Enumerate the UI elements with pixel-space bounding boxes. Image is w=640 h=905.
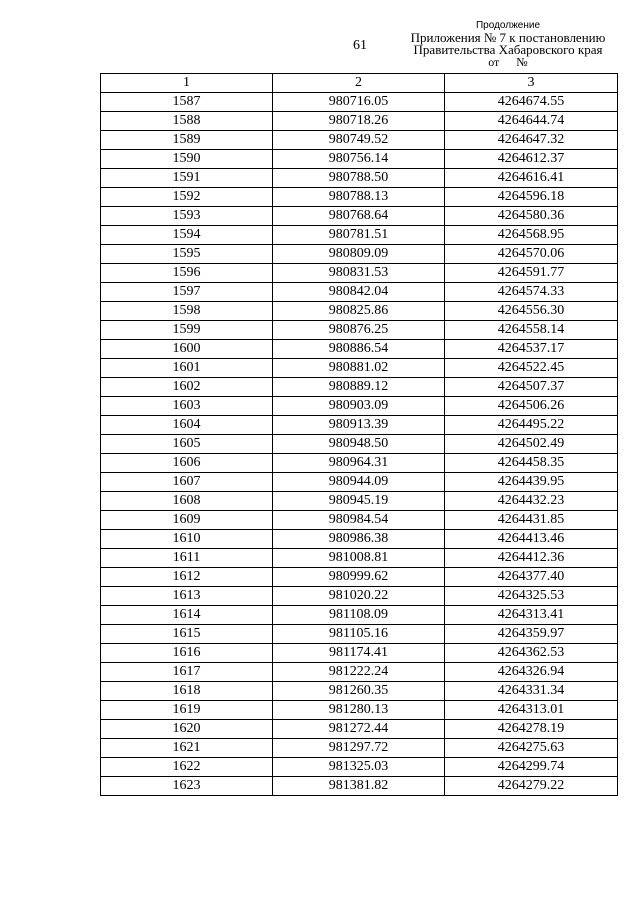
y-coordinate-cell: 4264359.97 [445,625,618,644]
point-number-cell: 1610 [101,530,273,549]
table-row [101,663,618,682]
y-coordinate-cell: 4264507.37 [445,378,618,397]
x-coordinate-cell: 980788.13 [273,188,445,207]
table-row [101,416,618,435]
point-number-cell: 1591 [101,169,273,188]
point-number-cell: 1621 [101,739,273,758]
x-coordinate-cell: 980831.53 [273,264,445,283]
x-coordinate-cell: 980881.02 [273,359,445,378]
point-number-cell: 1616 [101,644,273,663]
y-coordinate-cell: 4264647.32 [445,131,618,150]
point-number-cell: 1611 [101,549,273,568]
x-coordinate-cell: 981222.24 [273,663,445,682]
page-number: 61 [353,38,367,53]
table-row [101,606,618,625]
point-number-cell: 1598 [101,302,273,321]
table-row [101,283,618,302]
point-number-cell: 1617 [101,663,273,682]
y-coordinate-cell: 4264313.41 [445,606,618,625]
x-coordinate-cell: 980999.62 [273,568,445,587]
point-number-cell: 1623 [101,777,273,796]
y-coordinate-cell: 4264556.30 [445,302,618,321]
point-number-cell: 1592 [101,188,273,207]
x-coordinate-cell: 980809.09 [273,245,445,264]
table-row [101,701,618,720]
y-coordinate-cell: 4264275.63 [445,739,618,758]
table-row [101,169,618,188]
point-number-cell: 1594 [101,226,273,245]
point-number-cell: 1597 [101,283,273,302]
x-coordinate-cell: 980749.52 [273,131,445,150]
y-coordinate-cell: 4264279.22 [445,777,618,796]
x-coordinate-cell: 980788.50 [273,169,445,188]
y-coordinate-cell: 4264313.01 [445,701,618,720]
point-number-cell: 1606 [101,454,273,473]
y-coordinate-cell: 4264413.46 [445,530,618,549]
point-number-cell: 1607 [101,473,273,492]
table-row [101,397,618,416]
table-header-row [101,74,618,93]
point-number-cell: 1614 [101,606,273,625]
point-number-cell: 1595 [101,245,273,264]
y-coordinate-cell: 4264612.37 [445,150,618,169]
header-government-line: Правительства Хабаровского края [413,42,603,57]
point-number-cell: 1603 [101,397,273,416]
x-coordinate-cell: 981381.82 [273,777,445,796]
table-row [101,758,618,777]
point-number-cell: 1600 [101,340,273,359]
x-coordinate-cell: 980756.14 [273,150,445,169]
x-coordinate-cell: 980945.19 [273,492,445,511]
table-row [101,112,618,131]
header-continuation: Продолжение [475,20,541,31]
y-coordinate-cell: 4264325.53 [445,587,618,606]
table-row [101,131,618,150]
document-header [400,20,616,68]
x-coordinate-cell: 980886.54 [273,340,445,359]
point-number-cell: 1593 [101,207,273,226]
column-header-3: 3 [445,74,618,93]
x-coordinate-cell: 981020.22 [273,587,445,606]
coordinates-table-body [101,74,618,796]
x-coordinate-cell: 980948.50 [273,435,445,454]
header-appendix-line: Приложения № 7 к постановлению [410,30,606,45]
header-date-number-line: от № [488,55,528,69]
y-coordinate-cell: 4264506.26 [445,397,618,416]
point-number-cell: 1587 [101,93,273,112]
y-coordinate-cell: 4264331.34 [445,682,618,701]
x-coordinate-cell: 981297.72 [273,739,445,758]
table-row [101,302,618,321]
table-row [101,150,618,169]
table-row [101,644,618,663]
table-row [101,511,618,530]
y-coordinate-cell: 4264458.35 [445,454,618,473]
y-coordinate-cell: 4264326.94 [445,663,618,682]
point-number-cell: 1589 [101,131,273,150]
y-coordinate-cell: 4264574.33 [445,283,618,302]
x-coordinate-cell: 980944.09 [273,473,445,492]
table-row [101,530,618,549]
table-row [101,245,618,264]
point-number-cell: 1601 [101,359,273,378]
table-row [101,359,618,378]
table-row [101,720,618,739]
y-coordinate-cell: 4264412.36 [445,549,618,568]
y-coordinate-cell: 4264278.19 [445,720,618,739]
x-coordinate-cell: 981108.09 [273,606,445,625]
point-number-cell: 1599 [101,321,273,340]
point-number-cell: 1615 [101,625,273,644]
coordinates-table [100,73,618,796]
y-coordinate-cell: 4264644.74 [445,112,618,131]
point-number-cell: 1612 [101,568,273,587]
y-coordinate-cell: 4264362.53 [445,644,618,663]
x-coordinate-cell: 980984.54 [273,511,445,530]
point-number-cell: 1590 [101,150,273,169]
column-header-2: 2 [273,74,445,93]
point-number-cell: 1609 [101,511,273,530]
x-coordinate-cell: 981280.13 [273,701,445,720]
table-row [101,340,618,359]
y-coordinate-cell: 4264502.49 [445,435,618,454]
table-row [101,207,618,226]
table-row [101,93,618,112]
table-row [101,454,618,473]
y-coordinate-cell: 4264377.40 [445,568,618,587]
x-coordinate-cell: 980781.51 [273,226,445,245]
table-row [101,435,618,454]
y-coordinate-cell: 4264616.41 [445,169,618,188]
x-coordinate-cell: 981105.16 [273,625,445,644]
point-number-cell: 1620 [101,720,273,739]
y-coordinate-cell: 4264570.06 [445,245,618,264]
x-coordinate-cell: 980913.39 [273,416,445,435]
column-header-1: 1 [101,74,273,93]
table-row [101,378,618,397]
point-number-cell: 1618 [101,682,273,701]
table-row [101,188,618,207]
y-coordinate-cell: 4264431.85 [445,511,618,530]
y-coordinate-cell: 4264596.18 [445,188,618,207]
x-coordinate-cell: 980986.38 [273,530,445,549]
x-coordinate-cell: 980716.05 [273,93,445,112]
table-row [101,682,618,701]
y-coordinate-cell: 4264537.17 [445,340,618,359]
x-coordinate-cell: 981260.35 [273,682,445,701]
x-coordinate-cell: 980903.09 [273,397,445,416]
x-coordinate-cell: 980964.31 [273,454,445,473]
point-number-cell: 1602 [101,378,273,397]
point-number-cell: 1596 [101,264,273,283]
y-coordinate-cell: 4264522.45 [445,359,618,378]
table-row [101,587,618,606]
y-coordinate-cell: 4264495.22 [445,416,618,435]
table-row [101,492,618,511]
table-row [101,264,618,283]
table-row [101,321,618,340]
y-coordinate-cell: 4264439.95 [445,473,618,492]
point-number-cell: 1613 [101,587,273,606]
point-number-cell: 1619 [101,701,273,720]
x-coordinate-cell: 980825.86 [273,302,445,321]
y-coordinate-cell: 4264568.95 [445,226,618,245]
y-coordinate-cell: 4264580.36 [445,207,618,226]
y-coordinate-cell: 4264674.55 [445,93,618,112]
point-number-cell: 1604 [101,416,273,435]
table-row [101,777,618,796]
table-row [101,739,618,758]
x-coordinate-cell: 980842.04 [273,283,445,302]
y-coordinate-cell: 4264432.23 [445,492,618,511]
table-row [101,549,618,568]
y-coordinate-cell: 4264558.14 [445,321,618,340]
table-row [101,625,618,644]
x-coordinate-cell: 981174.41 [273,644,445,663]
x-coordinate-cell: 981008.81 [273,549,445,568]
x-coordinate-cell: 980768.64 [273,207,445,226]
table-row [101,568,618,587]
y-coordinate-cell: 4264591.77 [445,264,618,283]
x-coordinate-cell: 981272.44 [273,720,445,739]
x-coordinate-cell: 981325.03 [273,758,445,777]
point-number-cell: 1608 [101,492,273,511]
point-number-cell: 1622 [101,758,273,777]
x-coordinate-cell: 980718.26 [273,112,445,131]
table-row [101,473,618,492]
y-coordinate-cell: 4264299.74 [445,758,618,777]
x-coordinate-cell: 980889.12 [273,378,445,397]
table-row [101,226,618,245]
point-number-cell: 1605 [101,435,273,454]
point-number-cell: 1588 [101,112,273,131]
x-coordinate-cell: 980876.25 [273,321,445,340]
